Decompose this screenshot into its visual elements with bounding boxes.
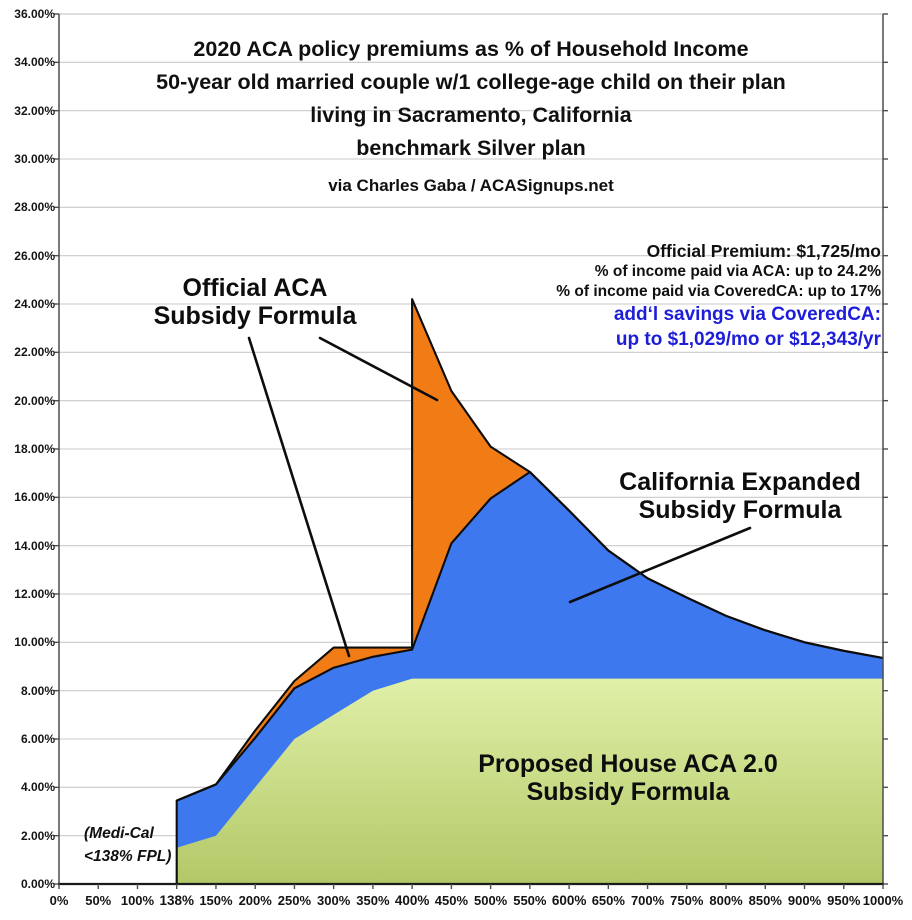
y-tick-label: 26.00% [14,248,55,263]
y-tick-label: 6.00% [20,732,55,746]
x-tick-label: 0% [49,893,69,908]
y-tick-label: 12.00% [14,587,55,601]
california-label-line2: Subsidy Formula [638,496,842,524]
credit-line: via Charles Gaba / ACASignups.net [328,176,614,195]
y-tick-label: 32.00% [14,103,55,118]
y-tick-label: 8.00% [20,683,55,698]
official-aca-label-line1: Official ACA [182,274,328,302]
california-label-line1: California Expanded [619,468,861,496]
y-tick-label: 30.00% [14,152,55,166]
y-tick-label: 0.00% [20,877,55,891]
medical-note-line2: <138% FPL) [84,848,172,865]
coveredca-percent-text: % of income paid via CoveredCA: up to 17% [556,283,881,300]
y-tick-label: 20.00% [14,393,55,408]
x-tick-label: 250% [277,893,312,908]
x-tick-label: 750% [670,893,704,908]
x-tick-label: 400% [394,893,430,908]
title-line-4: benchmark Silver plan [356,136,586,160]
y-tick-label: 16.00% [14,490,55,505]
medical-note [84,822,171,868]
x-tick-label: 50% [85,893,112,908]
house-label-line2: Subsidy Formula [526,778,730,806]
x-tick-label: 900% [787,893,822,908]
x-tick-label: 200% [238,893,272,908]
title-line-3: living in Sacramento, California [310,103,632,127]
premium-annotation-block [556,240,881,352]
x-tick-label: 650% [591,893,625,908]
x-tick-label: 300% [317,893,351,908]
x-tick-label: 700% [630,893,665,908]
house-label-line1: Proposed House ACA 2.0 [478,750,778,778]
y-tick-label: 24.00% [14,297,55,311]
title-line-1: 2020 ACA policy premiums as % of Household Income [193,37,749,61]
x-tick-label: 350% [356,893,390,908]
x-tick-label: 550% [513,893,547,908]
california-expanded-label [619,468,861,524]
official-aca-label [154,274,357,330]
savings-text-line-2: up to $1,029/mo or $12,343/yr [615,329,881,350]
x-tick-label: 150% [199,893,233,908]
y-tick-label: 18.00% [14,442,55,456]
y-tick-label: 22.00% [14,345,55,360]
y-tick-label: 4.00% [20,780,55,795]
official-aca-label-line2: Subsidy Formula [153,302,357,330]
x-tick-label: 138% [159,893,194,908]
house-aca-label [478,750,778,806]
x-tick-label: 1000% [862,893,904,908]
y-tick-label: 2.00% [20,828,55,843]
x-tick-label: 500% [473,893,508,908]
y-tick-label: 14.00% [14,538,55,553]
x-tick-label: 450% [434,893,468,908]
x-tick-label: 100% [120,893,155,908]
aca-percent-text: % of income paid via ACA: up to 24.2% [594,263,881,280]
official-premium-text: Official Premium: $1,725/mo [646,241,881,261]
y-tick-label: 34.00% [14,55,55,70]
medical-note-line1: (Medi-Cal [84,825,154,842]
x-tick-label: 800% [709,893,743,908]
x-tick-label: 850% [748,893,782,908]
savings-text-line-1: add‘l savings via CoveredCA: [613,304,881,325]
title-line-2: 50-year old married couple w/1 college-age child on their plan [156,70,786,94]
x-tick-label: 950% [827,893,861,908]
chart-title [59,33,883,165]
x-tick-label: 600% [551,893,587,908]
y-tick-label: 10.00% [14,635,55,650]
y-tick-label: 36.00% [14,7,55,21]
y-tick-label: 28.00% [14,200,55,215]
